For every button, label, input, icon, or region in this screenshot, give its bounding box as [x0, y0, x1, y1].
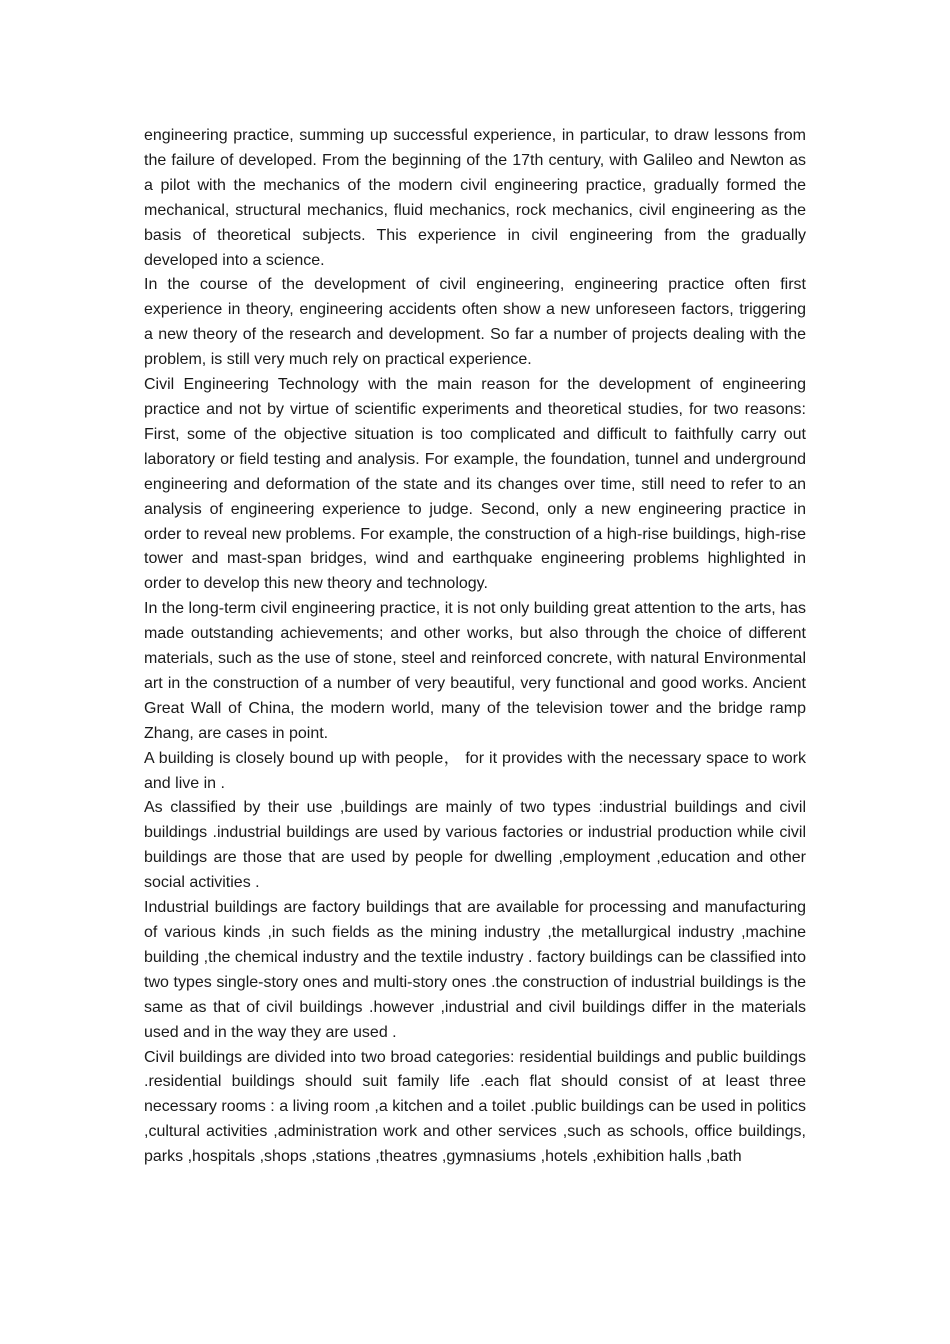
paragraph-2: In the course of the development of civil engineering, engineering practice often first experience in theory, engineering accidents often show a new unforeseen factors, triggering a new theory of the research and development. So far a number of projects dealing with the problem, is still very much rely on practical experience.	[144, 276, 806, 369]
paragraph-1: engineering practice, summing up successful experience, in particular, to draw lessons from the failure of developed. From the beginning of the 17th century, with Galileo and Newton as a pilot with the mechanics of the modern civil engineering practice, gradually formed the mechanical, structural mechanics, fluid mechanics, rock mechanics, civil engineering as the basis of theoretical subjects. This experience in civil engineering from the gradually developed into a science.	[144, 127, 806, 269]
paragraph-6: As classified by their use ,buildings are mainly of two types :industrial buildings and civil buildings .industrial buildings are used by various factories or industrial production while civil buildings are those that are used by people for dwelling ,employment ,education and other social activities .	[144, 799, 806, 892]
paragraph-5: A building is closely bound up with people， for it provides with the necessary space to work and live in .	[144, 749, 806, 792]
paragraph-3: Civil Engineering Technology with the main reason for the development of engineering practice and not by virtue of scientific experiments and theoretical studies, for two reasons: First, some of the objective situation is too complicated and difficult to faithfully carry out laboratory or field testing and analysis. For example, the foundation, tunnel and underground engineering and deformation of the state and its changes over time, still need to refer to an analysis of engineering experience to judge. Second, only a new engineering practice in order to reveal new problems. For example, the construction of a high-rise buildings, high-rise tower and mast-span bridges, wind and earthquake engineering problems highlighted in order to develop this new theory and technology.	[144, 376, 806, 593]
body-text	[144, 124, 806, 1170]
paragraph-4: In the long-term civil engineering practice, it is not only building great attention to the arts, has made outstanding achievements; and other works, but also through the choice of different materials, such as the use of stone, steel and reinforced concrete, with natural Environmental art in the construction of a number of very beautiful, very functional and good works. Ancient Great Wall of China, the modern world, many of the television tower and the bridge ramp Zhang, are cases in point.	[144, 600, 806, 742]
paragraph-7: Industrial buildings are factory buildings that are available for processing and manufacturing of various kinds ,in such fields as the mining industry ,the metallurgical industry ,machine building ,the chemical industry and the textile industry . factory buildings can be classified into two types single-story ones and multi-story ones .the construction of industrial buildings is the same as that of civil buildings .however ,industrial and civil buildings differ in the materials used and in the way they are used .	[144, 899, 806, 1041]
paragraph-8: Civil buildings are divided into two broad categories: residential buildings and public buildings .residential buildings should suit family life .each flat should consist of at least three necessary rooms : a living room ,a kitchen and a toilet .public buildings can be used in politics ,cultural activities ,administration work and other services ,such as schools, office buildings, parks ,hospitals ,shops ,stations ,theatres ,gymnasiums ,hotels ,exhibition halls ,bath	[144, 1048, 806, 1166]
